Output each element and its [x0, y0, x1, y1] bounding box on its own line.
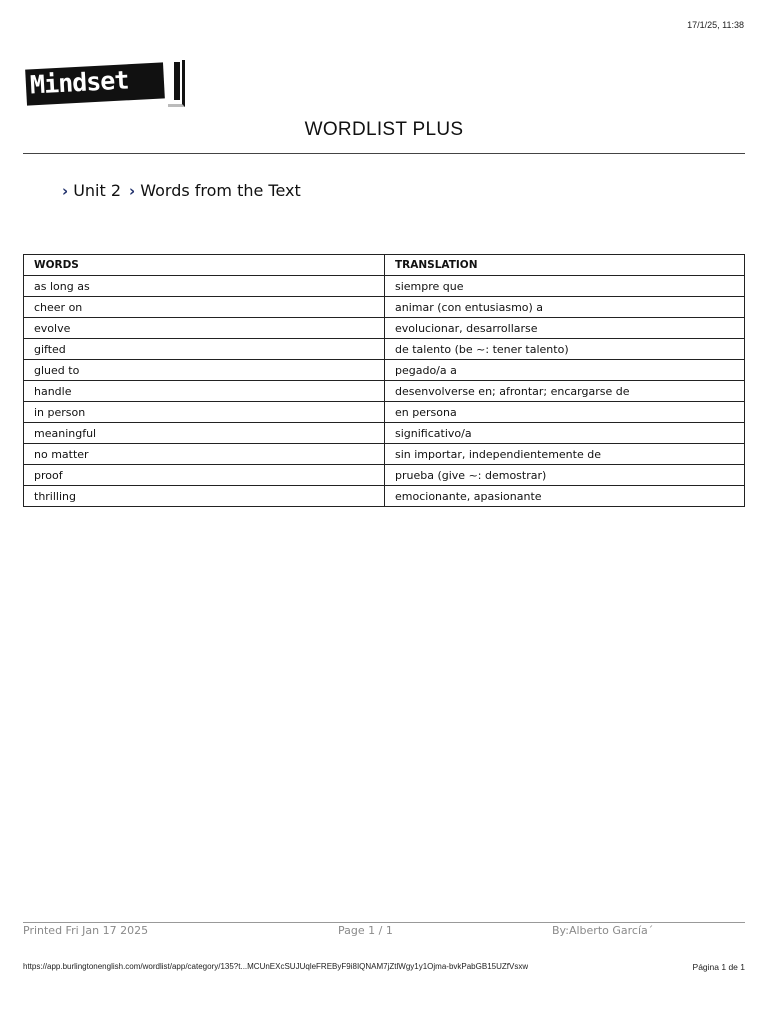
footer-printed-date: Printed Fri Jan 17 2025 — [23, 924, 149, 937]
table-row — [24, 465, 745, 486]
breadcrumb-label: Words from the Text — [140, 181, 301, 200]
title-divider — [23, 153, 745, 154]
footer-author: By:Alberto García´ — [552, 924, 654, 937]
word-cell: gifted — [24, 339, 385, 360]
print-datetime: 17/1/25, 11:38 — [687, 20, 744, 30]
word-cell: handle — [24, 381, 385, 402]
table-row — [24, 402, 745, 423]
word-cell: evolve — [24, 318, 385, 339]
breadcrumb — [62, 181, 309, 200]
word-cell: thrilling — [24, 486, 385, 507]
table-row — [24, 486, 745, 507]
translation-cell: en persona — [385, 402, 745, 423]
print-url: https://app.burlingtonenglish.com/wordlist/app/category/135?t...MCUnEXcSUJUqleFREByF9i8IQNAM7jZtlWgy1y1Ojma-bvkPabGB15UZfVsxw — [23, 962, 529, 971]
mindset-logo — [24, 60, 184, 108]
table-row — [24, 318, 745, 339]
word-cell: proof — [24, 465, 385, 486]
word-cell: in person — [24, 402, 385, 423]
table-row — [24, 444, 745, 465]
print-page-number: Página 1 de 1 — [692, 962, 745, 972]
page-title: WORDLIST PLUS — [304, 119, 464, 140]
translation-cell: emocionante, apasionante — [385, 486, 745, 507]
wordlist-table — [23, 254, 745, 507]
table-row — [24, 339, 745, 360]
translation-cell: prueba (give ~: demostrar) — [385, 465, 745, 486]
logo-frame — [168, 60, 185, 107]
breadcrumb-item-unit[interactable] — [62, 181, 121, 200]
translation-cell: significativo/a — [385, 423, 745, 444]
translation-cell: desenvolverse en; afrontar; encargarse de — [385, 381, 745, 402]
word-cell: cheer on — [24, 297, 385, 318]
table-row — [24, 381, 745, 402]
word-cell: no matter — [24, 444, 385, 465]
translation-cell: evolucionar, desarrollarse — [385, 318, 745, 339]
breadcrumb-item-category[interactable] — [129, 181, 301, 200]
translation-cell: sin importar, independientemente de — [385, 444, 745, 465]
footer-page-number: Page 1 / 1 — [338, 924, 393, 937]
word-cell: as long as — [24, 276, 385, 297]
table-header-row — [24, 255, 745, 276]
table-row — [24, 360, 745, 381]
table-row — [24, 297, 745, 318]
table-row — [24, 276, 745, 297]
chevron-right-icon: › — [129, 181, 136, 200]
word-cell: meaningful — [24, 423, 385, 444]
breadcrumb-label: Unit 2 — [73, 181, 122, 200]
footer-divider — [23, 922, 745, 923]
word-cell: glued to — [24, 360, 385, 381]
chevron-right-icon: › — [62, 181, 69, 200]
translation-cell: de talento (be ~: tener talento) — [385, 339, 745, 360]
translation-cell: siempre que — [385, 276, 745, 297]
translation-cell: animar (con entusiasmo) a — [385, 297, 745, 318]
table-row — [24, 423, 745, 444]
column-header-translation: TRANSLATION — [385, 255, 745, 276]
column-header-words: WORDS — [24, 255, 385, 276]
translation-cell: pegado/a a — [385, 360, 745, 381]
logo-text: Mindset — [29, 65, 130, 100]
